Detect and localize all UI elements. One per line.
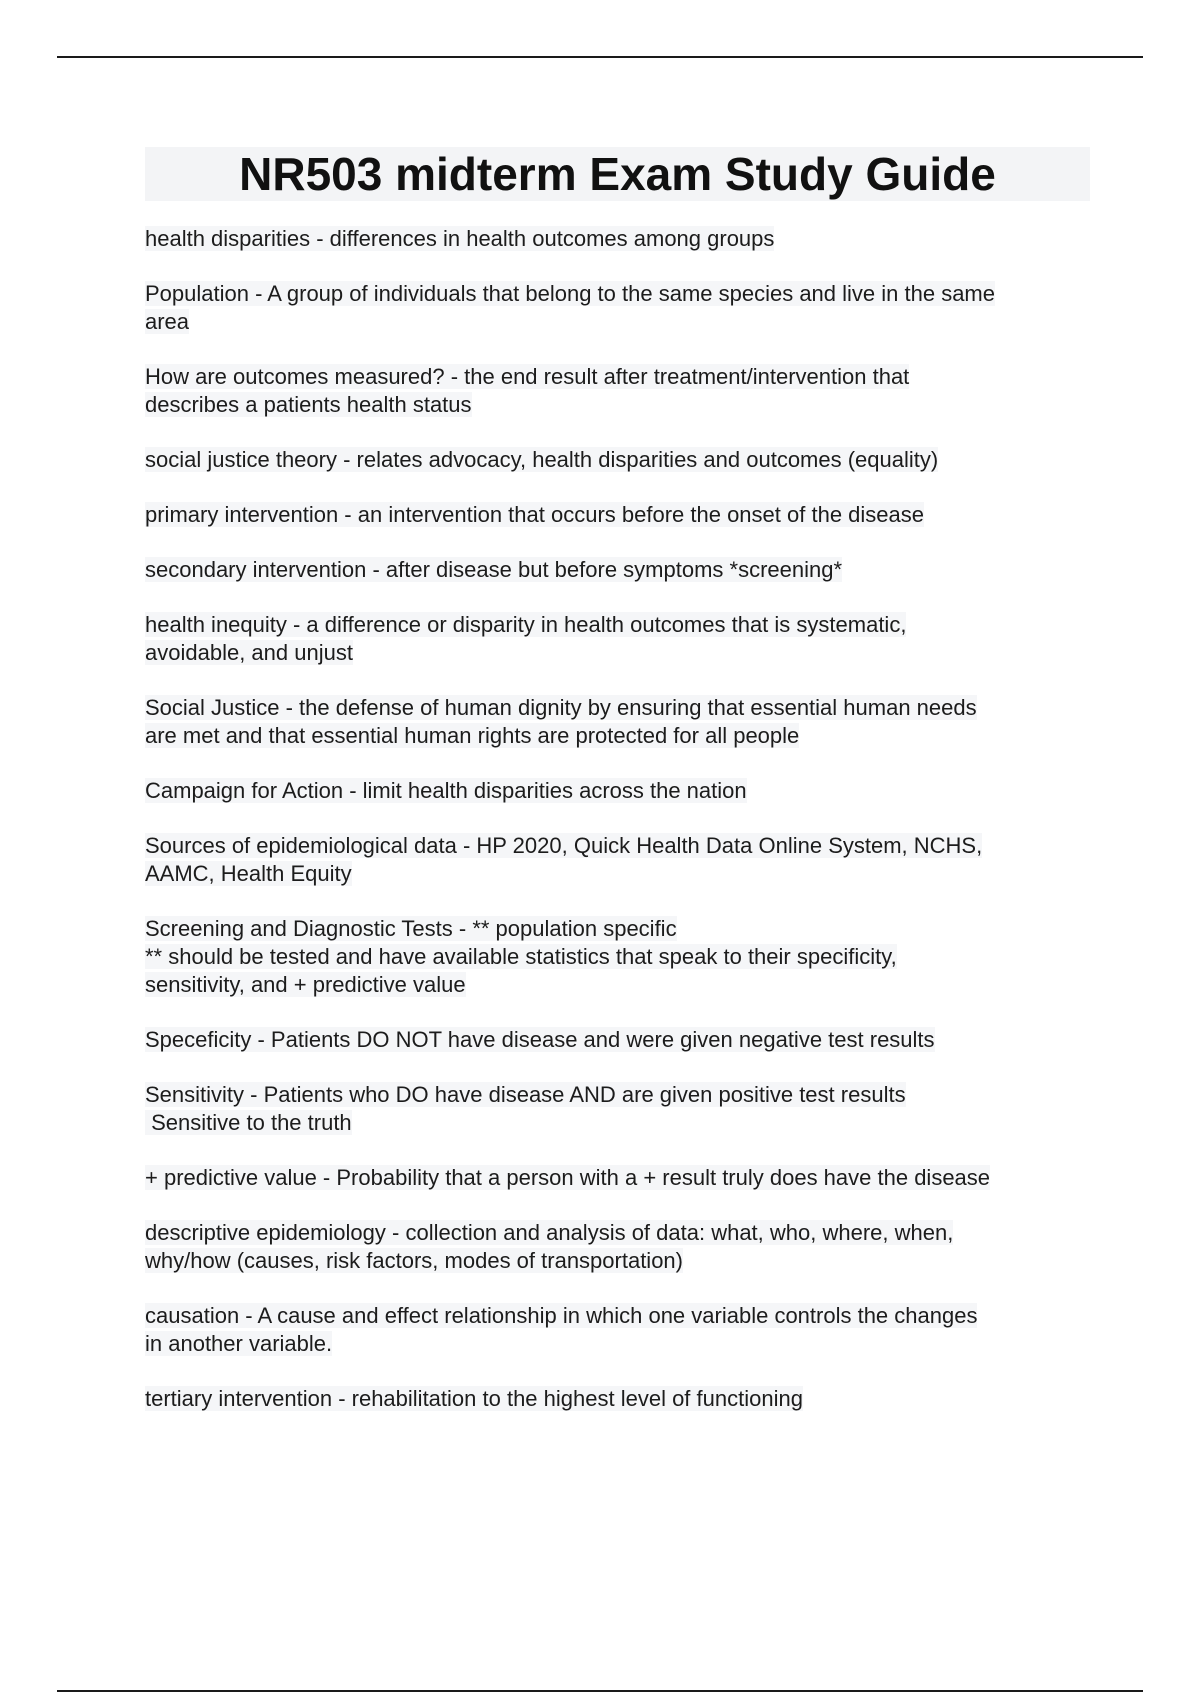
entry-line	[145, 777, 1090, 805]
entry-text: avoidable, and unjust	[145, 640, 353, 665]
entry-text: Sources of epidemiological data - HP 2020, Quick Health Data Online System, NCHS,	[145, 833, 983, 858]
bottom-divider	[57, 1690, 1143, 1692]
entry-line	[145, 446, 1090, 474]
entry-text: primary intervention - an intervention that occurs before the onset of the disease	[145, 502, 924, 527]
entry-line	[145, 1081, 1090, 1109]
entry-text: + predictive value - Probability that a person with a + result truly does have the disease	[145, 1165, 991, 1190]
study-guide-entries	[145, 225, 1090, 1440]
entry-line	[145, 860, 1090, 888]
entry-line	[145, 971, 1090, 999]
glossary-entry	[145, 915, 1090, 999]
entry-line	[145, 501, 1090, 529]
entry-line	[145, 832, 1090, 860]
glossary-entry	[145, 280, 1090, 336]
entry-line	[145, 225, 1090, 253]
entry-line	[145, 722, 1090, 750]
entry-line	[145, 1385, 1090, 1413]
entry-text: health disparities - differences in health outcomes among groups	[145, 226, 775, 251]
title-banner	[145, 147, 1090, 201]
entry-line	[145, 639, 1090, 667]
glossary-entry	[145, 556, 1090, 584]
glossary-entry	[145, 1385, 1090, 1413]
glossary-entry	[145, 1219, 1090, 1275]
entry-text: Sensitivity - Patients who DO have disease AND are given positive test results	[145, 1082, 906, 1107]
entry-text: secondary intervention - after disease but before symptoms *screening*	[145, 557, 843, 582]
glossary-entry	[145, 832, 1090, 888]
entry-text: AAMC, Health Equity	[145, 861, 352, 886]
entry-text: causation - A cause and effect relationship in which one variable controls the changes	[145, 1303, 978, 1328]
entry-text: Screening and Diagnostic Tests - ** population specific	[145, 916, 677, 941]
glossary-entry	[145, 446, 1090, 474]
entry-line	[145, 1219, 1090, 1247]
entry-line	[145, 556, 1090, 584]
glossary-entry	[145, 777, 1090, 805]
glossary-entry	[145, 501, 1090, 529]
entry-text: in another variable.	[145, 1331, 333, 1356]
entry-line	[145, 1109, 1090, 1137]
entry-line	[145, 694, 1090, 722]
entry-line	[145, 1164, 1090, 1192]
entry-line	[145, 1026, 1090, 1054]
entry-text: Campaign for Action - limit health disparities across the nation	[145, 778, 747, 803]
entry-text: Speceficity - Patients DO NOT have disease and were given negative test results	[145, 1027, 935, 1052]
glossary-entry	[145, 1081, 1090, 1137]
entry-line	[145, 280, 1090, 308]
entry-line	[145, 915, 1090, 943]
entry-text: describes a patients health status	[145, 392, 472, 417]
entry-line	[145, 363, 1090, 391]
entry-text: Social Justice - the defense of human dignity by ensuring that essential human needs	[145, 695, 977, 720]
entry-line	[145, 391, 1090, 419]
entry-text: are met and that essential human rights are protected for all people	[145, 723, 800, 748]
glossary-entry	[145, 1164, 1090, 1192]
entry-line	[145, 943, 1090, 971]
entry-text: sensitivity, and + predictive value	[145, 972, 466, 997]
glossary-entry	[145, 1026, 1090, 1054]
glossary-entry	[145, 694, 1090, 750]
entry-text: why/how (causes, risk factors, modes of transportation)	[145, 1248, 683, 1273]
entry-line	[145, 1330, 1090, 1358]
entry-text: health inequity - a difference or disparity in health outcomes that is systematic,	[145, 612, 907, 637]
entry-line	[145, 611, 1090, 639]
entry-text: Population - A group of individuals that belong to the same species and live in the same	[145, 281, 995, 306]
entry-text: area	[145, 309, 190, 334]
entry-text: tertiary intervention - rehabilitation to the highest level of functioning	[145, 1386, 803, 1411]
entry-text: ** should be tested and have available statistics that speak to their specificity,	[145, 944, 897, 969]
entry-line	[145, 1247, 1090, 1275]
top-divider	[57, 56, 1143, 58]
entry-line	[145, 308, 1090, 336]
entry-text: How are outcomes measured? - the end result after treatment/intervention that	[145, 364, 910, 389]
glossary-entry	[145, 611, 1090, 667]
entry-line	[145, 1302, 1090, 1330]
page-title: NR503 midterm Exam Study Guide	[239, 148, 996, 200]
glossary-entry	[145, 225, 1090, 253]
entry-text: Sensitive to the truth	[145, 1110, 352, 1135]
entry-text: descriptive epidemiology - collection and analysis of data: what, who, where, when,	[145, 1220, 954, 1245]
glossary-entry	[145, 363, 1090, 419]
glossary-entry	[145, 1302, 1090, 1358]
entry-text: social justice theory - relates advocacy, health disparities and outcomes (equality)	[145, 447, 939, 472]
